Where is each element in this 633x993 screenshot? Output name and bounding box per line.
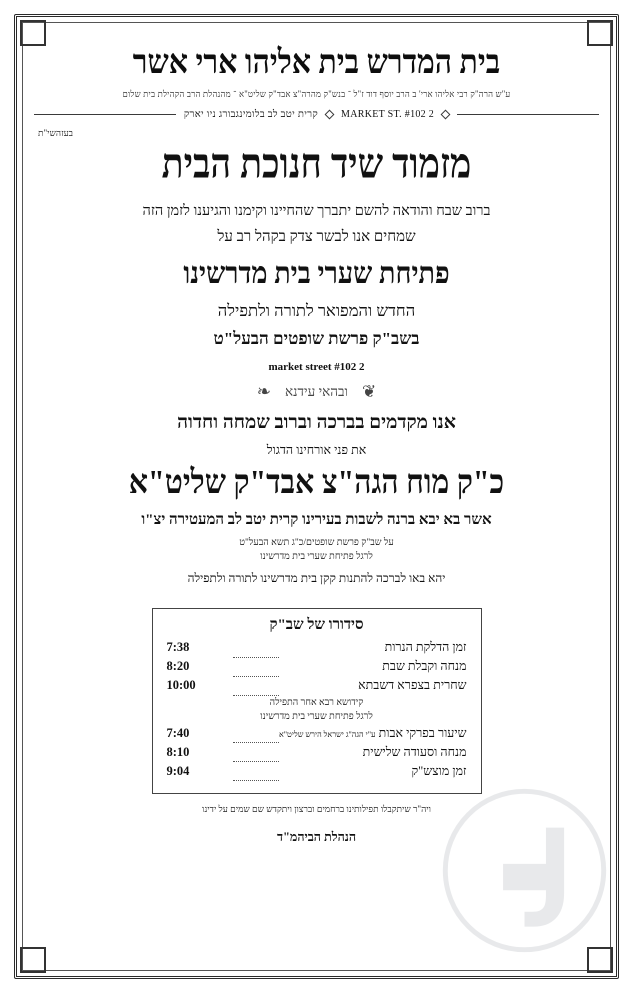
table-row bbox=[167, 762, 467, 781]
masthead bbox=[34, 46, 599, 138]
schedule-note: לרגל פתיחת שערי בית מדרשינו bbox=[260, 711, 373, 722]
table-row bbox=[167, 710, 467, 724]
schedule-label: שחרית בצפרא דשבתא bbox=[358, 678, 467, 693]
schedule-dots bbox=[233, 739, 279, 758]
schedule-dots bbox=[233, 758, 279, 777]
schedule-value: 7:40 bbox=[166, 725, 190, 740]
closing-blessing: ויה"ר שיתקבלו תפילותינו ברחמים וברצון ויתקדש שם שמים על ידינו bbox=[202, 804, 431, 815]
swirl-right-icon: ❦ bbox=[361, 382, 377, 402]
flyer-content bbox=[34, 30, 599, 963]
table-row bbox=[167, 724, 467, 743]
rule-left bbox=[457, 114, 599, 115]
schedule-dots bbox=[233, 634, 279, 653]
subline-new-beautiful: החדש והמפואר לתורה ולתפילה bbox=[217, 301, 416, 321]
schedule-box bbox=[152, 608, 482, 794]
schedule-table bbox=[167, 638, 467, 781]
table-row bbox=[167, 695, 467, 710]
signoff: הנהלת הביהמ"ד bbox=[276, 830, 357, 845]
schedule-value: 7:38 bbox=[166, 640, 190, 655]
schedule-label: מנחה וקבלת שבת bbox=[382, 659, 467, 674]
schedule-value: 9:04 bbox=[166, 763, 190, 778]
table-row bbox=[167, 676, 467, 695]
schedule-value: 10:00 bbox=[166, 678, 196, 693]
address-city-he: קרית יטב לב בלומינגבורג ניו יארק bbox=[183, 109, 319, 120]
occasion-line: לרגל פתיחת שערי בית מדרשינו bbox=[260, 552, 373, 563]
schedule-label-sub: ע"י הגה"ג ישראל הירש שליט"א bbox=[278, 729, 376, 739]
diamond-bullet-icon bbox=[441, 110, 451, 120]
schedule-value: 8:10 bbox=[166, 744, 190, 759]
rule-right bbox=[34, 114, 176, 115]
swirl-left-icon: ❧ bbox=[256, 382, 272, 402]
schedule-dots bbox=[233, 672, 279, 691]
schedule-dots bbox=[233, 653, 279, 672]
schedule-label: זמן מוצש"ק bbox=[411, 763, 467, 778]
honoree-name: כ"ק מוח הגה"צ אבד"ק שליט"א bbox=[128, 464, 505, 502]
honoree-visit-line: אשר בא יבא ברנה לשבות בעירינו קרית יטב לב המעטירה יצ"ו bbox=[141, 512, 492, 529]
schedule-dots bbox=[233, 720, 279, 739]
page-title: מזמוד שיד חנוכת הבית bbox=[161, 140, 472, 187]
intro-line-1: ברוב שבח והודאה להשם יתברך שהחיינו וקימנו והגיענו לזמן הזה bbox=[142, 203, 491, 220]
address-street: 2 MARKET ST. #102 bbox=[341, 109, 435, 120]
table-row bbox=[167, 638, 467, 657]
schedule-title: סידורו של שב"ק bbox=[269, 617, 364, 634]
headline-opening: פתיחת שערי בית מדרשינו bbox=[183, 256, 450, 290]
schedule-note: קידושא רבא אחר התפילה bbox=[269, 697, 364, 708]
besiyata-dishmaya: בעזהשי"ת bbox=[38, 128, 74, 138]
table-row bbox=[167, 743, 467, 762]
flourish-divider bbox=[34, 383, 599, 400]
schedule-label-text: שיעור בפרקי אבות bbox=[378, 725, 467, 740]
address-small: 2 market street #102 bbox=[268, 361, 365, 374]
shul-subtitle: ע"ש הרה"ק רבי אליהו ארי' ב הרב יוסף דוד ז"ל ־ בנש"ק מהרה"צ אבד"ק שליט"א ־ מהנהלת הרב הקהילת בית שלום bbox=[122, 88, 511, 100]
flourish-text: ובהאי עידנא bbox=[285, 383, 348, 399]
schedule-label bbox=[279, 724, 467, 743]
invitation-line: יהא באו לברכה להתנות קקן בית מדרשינו לתורה ולתפילה bbox=[187, 571, 446, 586]
shabbos-detail-line: על שב"ק פרשת שופטים/כ"ג תשא הבעל"ט bbox=[239, 538, 394, 549]
welcome-line: אנו מקדמים בברכה וברוב שמחה וחדוה bbox=[177, 412, 456, 434]
diamond-bullet-icon bbox=[325, 110, 335, 120]
guest-intro-line: את פני אורחינו הדגול bbox=[266, 443, 367, 458]
shul-name: בית המדרש בית אליהו ארי אשר bbox=[132, 44, 501, 81]
schedule-label: מנחה וסעודה שלישית bbox=[362, 744, 467, 759]
subline-parsha-date: בשב"ק פרשת שופטים הבעל"ט bbox=[213, 329, 420, 349]
table-row bbox=[167, 657, 467, 676]
schedule-value: 8:20 bbox=[166, 659, 190, 674]
address-rule-row bbox=[34, 109, 599, 120]
intro-line-2: שמחים אנו לבשר צדק בקהל רב על bbox=[217, 229, 416, 246]
schedule-label: זמן הדלקת הנרות bbox=[384, 640, 467, 655]
